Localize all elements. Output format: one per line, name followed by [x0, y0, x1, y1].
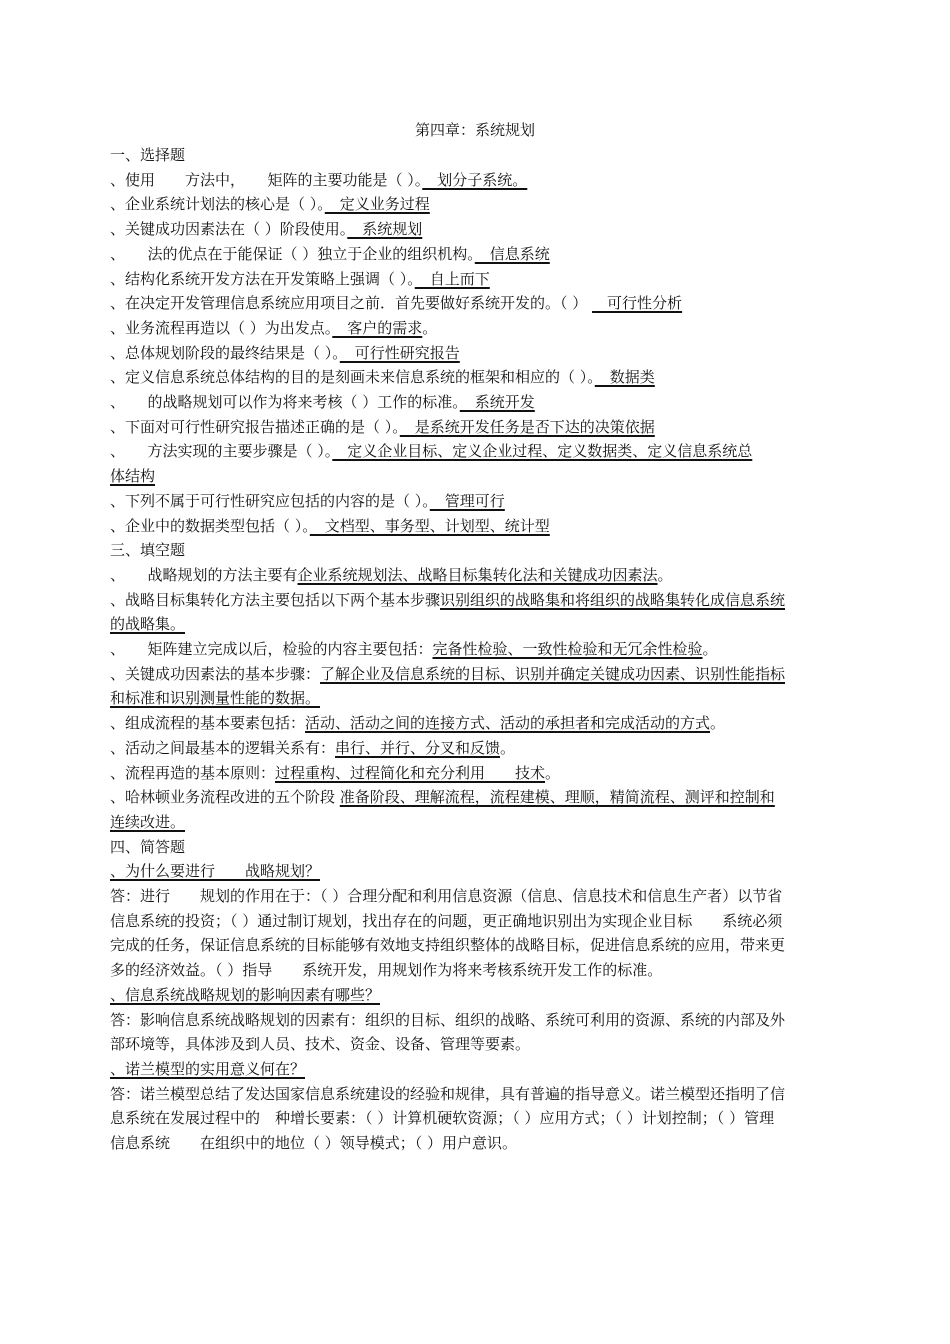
- line-text: 、下面对可行性研究报告描述正确的是（ ）。: [110, 417, 400, 436]
- text-line: [110, 168, 870, 193]
- text-line: [110, 884, 870, 909]
- line-suffix: 。: [657, 565, 673, 584]
- line-text: 、 的战略规划可以作为将来考核（ ）工作的标准。: [110, 393, 460, 411]
- underlined-answer: 体结构: [110, 467, 156, 486]
- text-line: [110, 785, 870, 810]
- text-line: [110, 662, 870, 687]
- line-text: 答：影响信息系统战略规划的因素有：组织的目标、组织的战略、系统可利用的资源、系统的内部及外: [110, 1010, 786, 1029]
- text-line: [110, 711, 870, 736]
- text-line: [110, 761, 870, 786]
- line-suffix: 。: [422, 318, 438, 337]
- line-text: 、在决定开发管理信息系统应用项目之前．首先要做好系统开发的。（ ）: [110, 294, 593, 313]
- line-text: 、总体规划阶段的最终结果是（ ）。: [110, 343, 340, 362]
- underlined-answer: 可行性研究报告: [339, 343, 460, 362]
- text-line: [110, 588, 870, 613]
- line-text: 一、选择题: [110, 146, 186, 164]
- underlined-answer: 信息系统: [474, 244, 550, 263]
- line-text: 、业务流程再造以（ ）为出发点。: [110, 318, 333, 337]
- line-text: 答：进行 规划的作用在于：（ ）合理分配和利用信息资源（信息、信息技术和信息生产者）以节省: [110, 887, 783, 905]
- text-line: [110, 489, 870, 514]
- line-suffix: 。: [710, 714, 726, 733]
- text-line: [110, 143, 870, 168]
- underlined-answer: 活动、活动之间的连接方式、活动的承担者和完成活动的方式: [305, 714, 711, 733]
- line-text: 完成的任务，保证信息系统的目标能够有效地支持组织整体的战略目标，促进信息系统的应用，带来更: [110, 936, 786, 955]
- text-line: [110, 958, 870, 983]
- line-text: 答：诺兰模型总结了发达国家信息系统建设的经验和规律，具有普遍的指导意义。诺兰模型还指明了信: [110, 1084, 786, 1103]
- underlined-answer: 了解企业及信息系统的目标、识别并确定关键成功因素、识别性能指标: [320, 664, 786, 683]
- line-text: 、使用 方法中， 矩阵的主要功能是（ ）。: [110, 170, 423, 189]
- underlined-answer: 定义业务过程: [324, 195, 430, 214]
- underlined-answer: 管理可行: [429, 491, 505, 510]
- underlined-answer: 自上而下: [414, 269, 490, 288]
- line-suffix: 。: [545, 763, 561, 782]
- line-text: 三、填空题: [110, 541, 186, 560]
- text-line: [110, 1057, 870, 1082]
- underlined-answer: 、诺兰模型的实用意义何在？: [110, 1059, 306, 1078]
- text-line: [110, 637, 870, 662]
- text-line: [110, 217, 870, 242]
- underlined-answer: 过程重构、过程简化和充分利用 技术: [275, 763, 546, 782]
- text-line: [110, 514, 870, 539]
- underlined-answer: 可行性分析: [592, 294, 683, 313]
- line-suffix: 。: [702, 640, 718, 658]
- line-text: 、 战略规划的方法主要有: [110, 565, 298, 584]
- text-line: [110, 439, 870, 464]
- text-line: [110, 1082, 870, 1107]
- underlined-answer: 识别组织的战略集和将组织的战略集转化成信息系统: [440, 590, 786, 609]
- underlined-answer: 系统开发: [459, 393, 535, 411]
- underlined-answer: 和标准和识别测量性能的数据。: [110, 689, 321, 708]
- line-text: 四、简答题: [110, 837, 186, 856]
- underlined-answer: 客户的需求: [332, 318, 423, 337]
- text-line: [110, 1032, 870, 1057]
- text-line: [110, 1131, 870, 1156]
- text-line: [110, 341, 870, 366]
- underlined-answer: 完备性检验、一致性检验和无冗余性检验: [432, 640, 703, 658]
- underlined-answer: 数据类: [594, 368, 655, 387]
- text-line: [110, 464, 870, 489]
- text-line: [110, 1008, 870, 1033]
- underlined-answer: 划分子系统。: [422, 170, 528, 189]
- underlined-answer: 的战略集。: [110, 615, 186, 634]
- line-text: 、战略目标集转化方法主要包括以下两个基本步骤: [110, 590, 441, 609]
- line-text: 、 矩阵建立完成以后，检验的内容主要包括：: [110, 640, 433, 658]
- line-text: 、企业系统计划法的核心是（ ）。: [110, 195, 325, 214]
- text-line: [110, 859, 870, 884]
- underlined-answer: 是系统开发任务是否下达的决策依据: [399, 417, 655, 436]
- underlined-answer: 串行、并行、分叉和反馈: [335, 738, 501, 757]
- line-suffix: 。: [500, 738, 516, 757]
- text-line: [110, 390, 870, 415]
- text-line: [110, 365, 870, 390]
- line-text: 、活动之间最基本的逻辑关系有：: [110, 738, 336, 757]
- underlined-answer: 准备阶段、理解流程，流程建模、理顺，精简流程、测评和控制和: [339, 788, 775, 807]
- line-text: 、 法的优点在于能保证（ ）独立于企业的组织机构。: [110, 244, 475, 263]
- line-text: 信息系统 在组织中的地位（ ）领导模式；（ ）用户意识。: [110, 1134, 518, 1152]
- text-line: [110, 192, 870, 217]
- text-line: [110, 909, 870, 934]
- text-line: [110, 415, 870, 440]
- underlined-answer: 定义企业目标、定义企业过程、定义数据类、定义信息系统总: [332, 442, 753, 461]
- text-line: [110, 835, 870, 860]
- underlined-answer: 、信息系统战略规划的影响因素有哪些？: [110, 985, 381, 1004]
- line-text: 、关键成功因素法的基本步骤：: [110, 664, 321, 683]
- line-text: 、关键成功因素法在（ ）阶段使用。: [110, 220, 348, 239]
- line-text: 、下列不属于可行性研究应包括的内容的是（ ）。: [110, 491, 430, 510]
- line-text: 、企业中的数据类型包括（ ）。: [110, 516, 310, 535]
- text-line: [110, 983, 870, 1008]
- underlined-answer: 连续改进。: [110, 812, 186, 831]
- line-text: 信息系统的投资；（ ）通过制订规划，找出存在的问题，更正确地识别出为实现企业目标 系统必须: [110, 911, 783, 930]
- underlined-answer: 企业系统规划法、战略目标集转化法和关键成功因素法: [297, 565, 658, 584]
- text-line: [110, 1106, 870, 1131]
- line-text: 、结构化系统开发方法在开发策略上强调（ ）。: [110, 269, 415, 288]
- underlined-answer: 文档型、事务型、计划型、统计型: [309, 516, 550, 535]
- line-text: 部环境等，具体涉及到人员、技术、资金、设备、管理等要素。: [110, 1035, 531, 1054]
- underlined-answer: 、为什么要进行 战略规划？: [110, 862, 321, 881]
- line-text: 息系统在发展过程中的 种增长要素：（ ）计算机硬软资源；（ ）应用方式；（ ）计划控制；（ ）管理: [110, 1109, 775, 1128]
- text-line: [110, 316, 870, 341]
- text-line: [110, 686, 870, 711]
- text-line: [110, 810, 870, 835]
- text-line: [110, 736, 870, 761]
- line-text: 、定义信息系统总体结构的目的是刻画未来信息系统的框架和相应的（ ）。: [110, 368, 595, 387]
- line-text: 多的经济效益。（ ）指导 系统开发，用规划作为将来考核系统开发工作的标准。: [110, 961, 663, 980]
- underlined-answer: 系统规划: [347, 220, 423, 239]
- line-text: 、流程再造的基本原则：: [110, 763, 276, 782]
- text-line: [110, 242, 870, 267]
- line-text: 、组成流程的基本要素包括：: [110, 714, 306, 733]
- text-line: [110, 538, 870, 563]
- page-title: 第四章：系统规划: [414, 121, 535, 139]
- text-line: [110, 267, 870, 292]
- text-line: [110, 612, 870, 637]
- text-line: [110, 291, 870, 316]
- text-line: [110, 933, 870, 958]
- line-text: 、哈林顿业务流程改进的五个阶段: [110, 788, 340, 807]
- line-text: 、 方法实现的主要步骤是（ ）。: [110, 442, 333, 461]
- text-line: [110, 563, 870, 588]
